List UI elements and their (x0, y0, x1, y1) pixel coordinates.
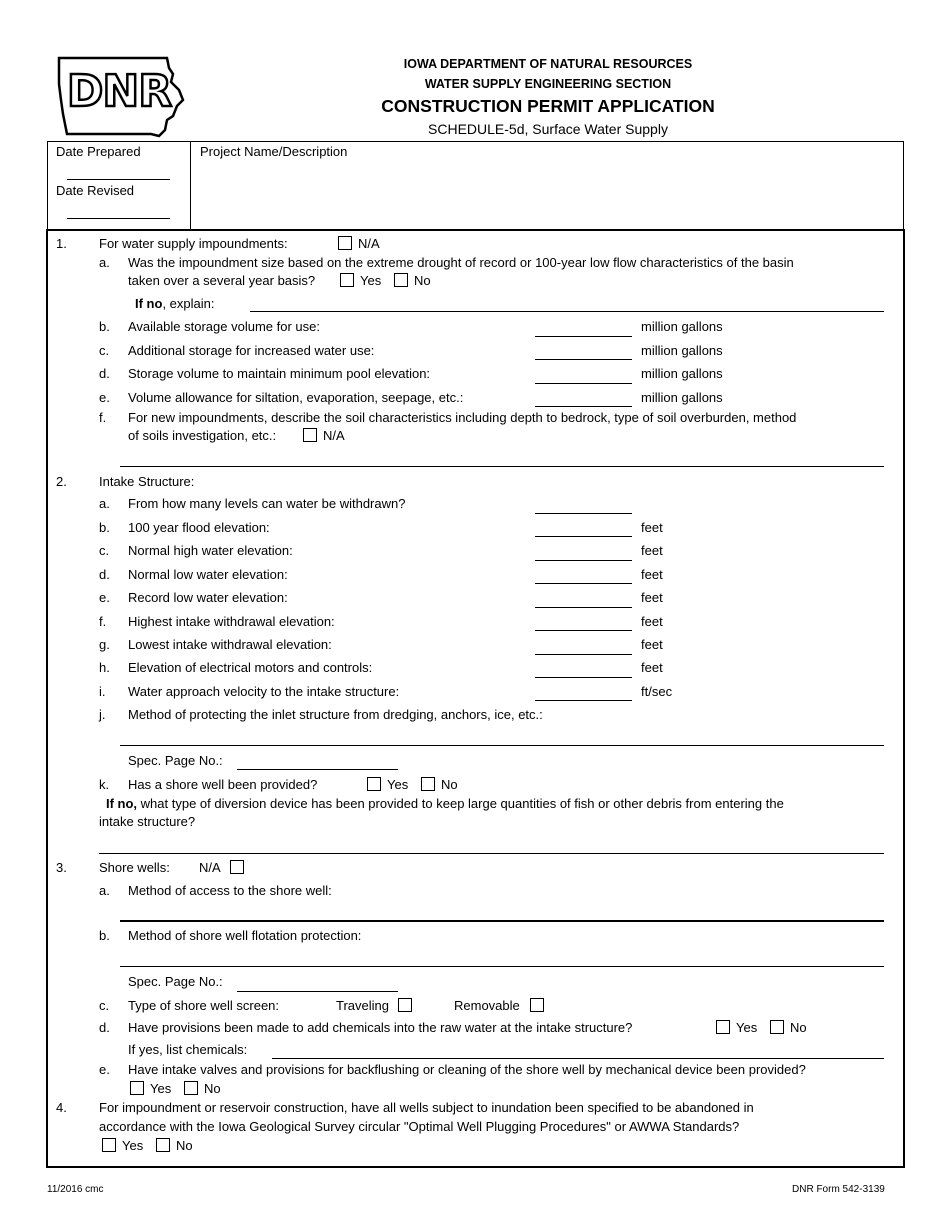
s2-k-ifno-line (106, 796, 784, 811)
s2-k-ifno-bold: If no, (106, 796, 138, 811)
s3-c-removable-checkbox[interactable] (530, 998, 544, 1012)
info-box-divider (190, 141, 191, 230)
s2-spec-label: Spec. Page No.: (128, 753, 223, 768)
s2-h-field[interactable] (535, 677, 632, 678)
s1-ifno-rest: , explain: (162, 296, 215, 311)
s1-f-letter: f. (99, 410, 107, 425)
s1-c-text: Additional storage for increased water use: (128, 343, 375, 358)
s2-f-text: Highest intake withdrawal elevation: (128, 614, 335, 629)
s3-c-letter: c. (99, 998, 110, 1013)
s2-i-field[interactable] (535, 700, 632, 701)
section-2-number: 2. (56, 474, 67, 489)
section-1-number: 1. (56, 236, 67, 251)
s1-a-yes-label: Yes (360, 273, 382, 288)
section-3-number: 3. (56, 860, 67, 875)
section-3-na-label: N/A (199, 860, 221, 875)
s4-no-checkbox[interactable] (156, 1138, 170, 1152)
section-4-number: 4. (56, 1100, 67, 1115)
s4-yes-label: Yes (122, 1138, 144, 1153)
s3-d-chemicals-field[interactable] (272, 1058, 884, 1059)
s4-text: For impoundment or reservoir construction, have all wells subject to inundation been specified to be abandoned in (99, 1100, 754, 1115)
s1-e-unit: million gallons (641, 390, 723, 405)
s4-yes-checkbox[interactable] (102, 1138, 116, 1152)
section-3-na-checkbox[interactable] (230, 860, 244, 874)
section-1-na-checkbox[interactable] (338, 236, 352, 250)
s2-b-unit: feet (641, 520, 663, 535)
s3-d-text: Have provisions been made to add chemicals into the raw water at the intake structure? (128, 1020, 633, 1035)
s2-e-unit: feet (641, 590, 663, 605)
form-subtitle: SCHEDULE-5d, Surface Water Supply (428, 121, 668, 137)
section-1-na-label: N/A (358, 236, 380, 251)
s1-a-letter: a. (99, 255, 110, 270)
s3-spec-label: Spec. Page No.: (128, 974, 223, 989)
project-name-label: Project Name/Description (200, 144, 348, 159)
s3-a-letter: a. (99, 883, 110, 898)
logo-text: DNR (66, 66, 172, 117)
s1-d-field[interactable] (535, 383, 632, 384)
s2-k-letter: k. (99, 777, 110, 792)
s3-d-no-checkbox[interactable] (770, 1020, 784, 1034)
s2-c-letter: c. (99, 543, 110, 558)
s1-a-no-label: No (414, 273, 431, 288)
footer-revision: 11/2016 cmc (47, 1184, 104, 1195)
s2-i-text: Water approach velocity to the intake structure: (128, 684, 400, 699)
s2-k-ifno-line-2: intake structure? (99, 814, 196, 829)
s1-a-text: Was the impoundment size based on the extreme drought of record or 100-year low flow characteristics of the basin (128, 255, 794, 270)
s3-e-text: Have intake valves and provisions for backflushing or cleaning of the shore well by mechanical device been provided? (128, 1062, 806, 1077)
s2-k-no-checkbox[interactable] (421, 777, 435, 791)
s2-k-text: Has a shore well been provided? (128, 777, 318, 792)
s1-f-field[interactable] (120, 466, 884, 467)
s2-d-field[interactable] (535, 583, 632, 584)
s3-b-field[interactable] (120, 966, 884, 967)
s1-e-text: Volume allowance for siltation, evaporation, seepage, etc.: (128, 390, 464, 405)
s3-c-text: Type of shore well screen: (128, 998, 280, 1013)
s4-no-label: No (176, 1138, 193, 1153)
s2-k-field[interactable] (99, 853, 884, 854)
s3-d-no-label: No (790, 1020, 807, 1035)
form-title: CONSTRUCTION PERMIT APPLICATION (381, 96, 715, 116)
s2-j-field[interactable] (120, 745, 884, 746)
s2-h-unit: feet (641, 660, 663, 675)
s1-a-text-2: taken over a several year basis? (128, 273, 316, 288)
s3-e-no-checkbox[interactable] (184, 1081, 198, 1095)
s1-e-letter: e. (99, 390, 110, 405)
s2-k-yes-checkbox[interactable] (367, 777, 381, 791)
s3-a-field[interactable] (120, 920, 884, 922)
s2-f-letter: f. (99, 614, 107, 629)
s3-c-traveling-label: Traveling (336, 998, 389, 1013)
s2-c-field[interactable] (535, 560, 632, 561)
s1-b-text: Available storage volume for use: (128, 319, 320, 334)
s1-d-letter: d. (99, 366, 110, 381)
s3-d-yes-label: Yes (736, 1020, 758, 1035)
s3-e-letter: e. (99, 1062, 110, 1077)
section-name: WATER SUPPLY ENGINEERING SECTION (424, 77, 672, 91)
s1-c-letter: c. (99, 343, 110, 358)
s4-text-2: accordance with the Iowa Geological Survey circular "Optimal Well Plugging Procedures" or AWWA Standards? (99, 1119, 740, 1134)
s2-d-unit: feet (641, 567, 663, 582)
s1-d-text: Storage volume to maintain minimum pool elevation: (128, 366, 431, 381)
s2-h-letter: h. (99, 660, 110, 675)
s2-k-yes-label: Yes (387, 777, 409, 792)
s2-j-letter: j. (99, 707, 106, 722)
s2-f-field[interactable] (535, 630, 632, 631)
date-prepared-label: Date Prepared (56, 144, 141, 159)
s2-c-text: Normal high water elevation: (128, 543, 293, 558)
section-3-label: Shore wells: (99, 860, 170, 875)
s1-b-field[interactable] (535, 336, 632, 337)
s2-h-text: Elevation of electrical motors and controls: (128, 660, 373, 675)
s1-b-letter: b. (99, 319, 110, 334)
s3-d-ifyes-label: If yes, list chemicals: (128, 1042, 248, 1057)
s1-a-no-checkbox[interactable] (394, 273, 408, 287)
s2-k-ifno-rest: what type of diversion device has been provided to keep large quantities of fish or other debris from entering the (137, 796, 784, 811)
s3-c-removable-label: Removable (454, 998, 520, 1013)
s2-j-text: Method of protecting the inlet structure from dredging, anchors, ice, etc.: (128, 707, 543, 722)
s2-a-text: From how many levels can water be withdrawn? (128, 496, 406, 511)
s1-e-field[interactable] (535, 406, 632, 407)
s3-d-letter: d. (99, 1020, 110, 1035)
s1-ifno-label (135, 296, 214, 311)
s2-g-field[interactable] (535, 654, 632, 655)
date-prepared-field[interactable] (67, 179, 170, 180)
s2-g-text: Lowest intake withdrawal elevation: (128, 637, 332, 652)
s1-a-yes-checkbox[interactable] (340, 273, 354, 287)
s2-c-unit: feet (641, 543, 663, 558)
s2-k-no-label: No (441, 777, 458, 792)
s3-c-traveling-checkbox[interactable] (398, 998, 412, 1012)
section-2-label: Intake Structure: (99, 474, 195, 489)
s2-b-text: 100 year flood elevation: (128, 520, 270, 535)
s2-d-letter: d. (99, 567, 110, 582)
s2-g-letter: g. (99, 637, 110, 652)
s1-ifno-bold: If no (135, 296, 163, 311)
s1-b-unit: million gallons (641, 319, 723, 334)
s3-a-text: Method of access to the shore well: (128, 883, 332, 898)
s1-c-field[interactable] (535, 359, 632, 360)
s2-a-letter: a. (99, 496, 110, 511)
s2-e-letter: e. (99, 590, 110, 605)
s1-f-text-2: of soils investigation, etc.: (128, 428, 277, 443)
s1-c-unit: million gallons (641, 343, 723, 358)
s2-i-unit: ft/sec (641, 684, 673, 699)
s1-f-text: For new impoundments, describe the soil characteristics including depth to bedrock, type of soil overburden, method (128, 410, 797, 425)
footer-form-number: DNR Form 542-3139 (792, 1184, 885, 1195)
s2-i-letter: i. (99, 684, 106, 699)
s3-e-yes-checkbox[interactable] (130, 1081, 144, 1095)
s2-e-field[interactable] (535, 607, 632, 608)
info-box (47, 141, 904, 231)
s2-d-text: Normal low water elevation: (128, 567, 288, 582)
s2-spec-field[interactable] (237, 769, 398, 770)
date-revised-label: Date Revised (56, 183, 135, 198)
s2-b-field[interactable] (535, 536, 632, 537)
s1-d-unit: million gallons (641, 366, 723, 381)
s3-spec-field[interactable] (237, 991, 398, 992)
s2-e-text: Record low water elevation: (128, 590, 288, 605)
s3-b-letter: b. (99, 928, 110, 943)
section-1-label: For water supply impoundments: (99, 236, 288, 251)
dnr-logo (55, 54, 185, 140)
s2-a-field[interactable] (535, 513, 632, 514)
s3-d-yes-checkbox[interactable] (716, 1020, 730, 1034)
date-revised-field[interactable] (67, 218, 170, 219)
s1-f-na-label: N/A (323, 428, 345, 443)
agency-name: IOWA DEPARTMENT OF NATURAL RESOURCES (403, 57, 693, 71)
s2-b-letter: b. (99, 520, 110, 535)
s3-e-no-label: No (204, 1081, 221, 1096)
s2-f-unit: feet (641, 614, 663, 629)
s3-e-yes-label: Yes (150, 1081, 172, 1096)
s3-b-text: Method of shore well flotation protection: (128, 928, 362, 943)
s1-explain-field[interactable] (250, 311, 884, 312)
s2-g-unit: feet (641, 637, 663, 652)
s1-f-na-checkbox[interactable] (303, 428, 317, 442)
